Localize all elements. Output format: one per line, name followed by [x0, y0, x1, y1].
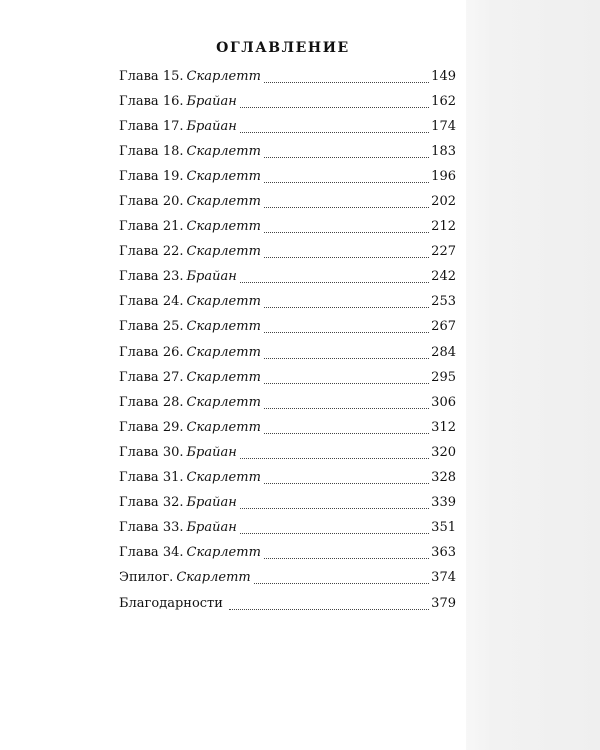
toc-page-number: 351 — [431, 520, 456, 536]
toc-chapter-prefix: Глава 26. — [119, 344, 184, 360]
toc-chapter-name: Скарлетт — [176, 570, 251, 586]
toc-entry-chapter-30 — [119, 440, 456, 465]
toc-page-number: 174 — [431, 118, 456, 134]
toc-page-number: 162 — [431, 93, 456, 109]
toc-page-number: 295 — [431, 369, 456, 385]
toc-chapter-prefix: Глава 17. — [119, 118, 184, 134]
toc-chapter-prefix: Глава 32. — [119, 495, 184, 511]
toc-chapter-name: Скарлетт — [186, 168, 261, 184]
toc-chapter-prefix: Благодарности — [119, 595, 223, 611]
toc-dot-leader — [264, 557, 429, 559]
toc-page-number: 202 — [431, 194, 456, 210]
toc-dot-leader — [240, 457, 429, 459]
toc-entry-chapter-26 — [119, 340, 456, 365]
toc-chapter-prefix: Глава 21. — [119, 219, 184, 235]
toc-chapter-name: Брайан — [186, 495, 237, 511]
toc-chapter-name: Скарлетт — [186, 319, 261, 335]
toc-dot-leader — [240, 532, 429, 534]
toc-dot-leader — [264, 156, 429, 158]
toc-chapter-prefix: Глава 31. — [119, 470, 184, 486]
toc-dot-leader — [264, 206, 429, 208]
toc-entry-chapter-15 — [119, 64, 456, 89]
toc-dot-leader — [254, 582, 429, 584]
toc-chapter-prefix: Глава 28. — [119, 394, 184, 410]
toc-entry-chapter-34 — [119, 541, 456, 566]
toc-chapter-prefix: Глава 29. — [119, 419, 184, 435]
toc-chapter-prefix: Эпилог. — [119, 570, 174, 586]
toc-page-number: 227 — [431, 244, 456, 260]
toc-page-number: 320 — [431, 444, 456, 460]
toc-page-number: 196 — [431, 168, 456, 184]
toc-entry-chapter-27 — [119, 365, 456, 390]
toc-chapter-name: Скарлетт — [186, 219, 261, 235]
toc-dot-leader — [264, 357, 429, 359]
toc-chapter-name: Брайан — [186, 118, 237, 134]
toc-entry-chapter-19 — [119, 164, 456, 189]
toc-chapter-prefix: Глава 27. — [119, 369, 184, 385]
toc-chapter-prefix: Глава 15. — [119, 68, 184, 84]
toc-entry-chapter-29 — [119, 415, 456, 440]
toc-dot-leader — [240, 281, 429, 283]
toc-entry-chapter-32 — [119, 491, 456, 516]
toc-chapter-name: Скарлетт — [186, 419, 261, 435]
toc-entry-chapter-20 — [119, 189, 456, 214]
toc-entry-chapter-18 — [119, 139, 456, 164]
toc-page-number: 267 — [431, 319, 456, 335]
page-margin-shade — [466, 0, 600, 750]
toc-page-number: 149 — [431, 68, 456, 84]
toc-page-number: 328 — [431, 470, 456, 486]
toc-chapter-name: Брайан — [186, 269, 237, 285]
toc-dot-leader — [264, 482, 429, 484]
toc-entry-chapter-22 — [119, 240, 456, 265]
toc-chapter-name: Скарлетт — [186, 68, 261, 84]
toc-dot-leader — [229, 608, 429, 610]
toc-page-number: 363 — [431, 545, 456, 561]
toc-entry-chapter-23 — [119, 265, 456, 290]
toc-chapter-prefix: Глава 24. — [119, 294, 184, 310]
toc-chapter-name: Скарлетт — [186, 369, 261, 385]
toc-chapter-name: Скарлетт — [186, 394, 261, 410]
toc-page-number: 306 — [431, 394, 456, 410]
toc-entry-chapter-28 — [119, 390, 456, 415]
toc-dot-leader — [264, 432, 429, 434]
toc-entry-chapter-16 — [119, 89, 456, 114]
toc-entry-chapter-31 — [119, 466, 456, 491]
page-title: ОГЛАВЛЕНИЕ — [216, 40, 350, 57]
toc-chapter-name: Скарлетт — [186, 244, 261, 260]
toc-dot-leader — [264, 81, 429, 83]
toc-dot-leader — [240, 507, 429, 509]
toc-chapter-prefix: Глава 16. — [119, 93, 184, 109]
toc-page-number: 284 — [431, 344, 456, 360]
toc-chapter-prefix: Глава 20. — [119, 194, 184, 210]
toc-dot-leader — [264, 407, 429, 409]
toc-page-number: 242 — [431, 269, 456, 285]
toc-chapter-prefix: Глава 34. — [119, 545, 184, 561]
toc-page-number: 312 — [431, 419, 456, 435]
toc-entry-chapter-17 — [119, 114, 456, 139]
toc-chapter-name: Брайан — [186, 444, 237, 460]
toc-chapter-name: Брайан — [186, 93, 237, 109]
toc-dot-leader — [264, 306, 429, 308]
toc-entry-chapter-25 — [119, 315, 456, 340]
toc-dot-leader — [264, 256, 429, 258]
toc-chapter-prefix: Глава 30. — [119, 444, 184, 460]
toc-page-number: 212 — [431, 219, 456, 235]
toc-page-number: 379 — [431, 595, 456, 611]
toc-chapter-prefix: Глава 18. — [119, 143, 184, 159]
toc-chapter-prefix: Глава 25. — [119, 319, 184, 335]
toc-chapter-name: Скарлетт — [186, 194, 261, 210]
toc-page-number: 374 — [431, 570, 456, 586]
toc-dot-leader — [264, 331, 429, 333]
toc-chapter-prefix: Глава 19. — [119, 168, 184, 184]
toc-chapter-name: Скарлетт — [186, 545, 261, 561]
toc-chapter-name: Скарлетт — [186, 470, 261, 486]
toc-dot-leader — [264, 382, 429, 384]
toc-chapter-name: Скарлетт — [186, 143, 261, 159]
toc-page-number: 183 — [431, 143, 456, 159]
toc-entry-epilogue — [119, 566, 456, 591]
toc-dot-leader — [240, 131, 429, 133]
toc-chapter-name: Брайан — [186, 520, 237, 536]
toc-chapter-prefix: Глава 33. — [119, 520, 184, 536]
toc-dot-leader — [264, 181, 429, 183]
toc-chapter-name: Скарлетт — [186, 344, 261, 360]
toc-entry-chapter-33 — [119, 516, 456, 541]
toc-entry-chapter-21 — [119, 215, 456, 240]
toc-chapter-name: Скарлетт — [186, 294, 261, 310]
toc-dot-leader — [240, 106, 429, 108]
table-of-contents — [119, 64, 456, 616]
toc-page-number: 339 — [431, 495, 456, 511]
toc-dot-leader — [264, 231, 429, 233]
toc-page-number: 253 — [431, 294, 456, 310]
toc-chapter-prefix: Глава 22. — [119, 244, 184, 260]
toc-chapter-prefix: Глава 23. — [119, 269, 184, 285]
toc-entry-chapter-24 — [119, 290, 456, 315]
toc-entry-acknowledgements — [119, 591, 456, 616]
